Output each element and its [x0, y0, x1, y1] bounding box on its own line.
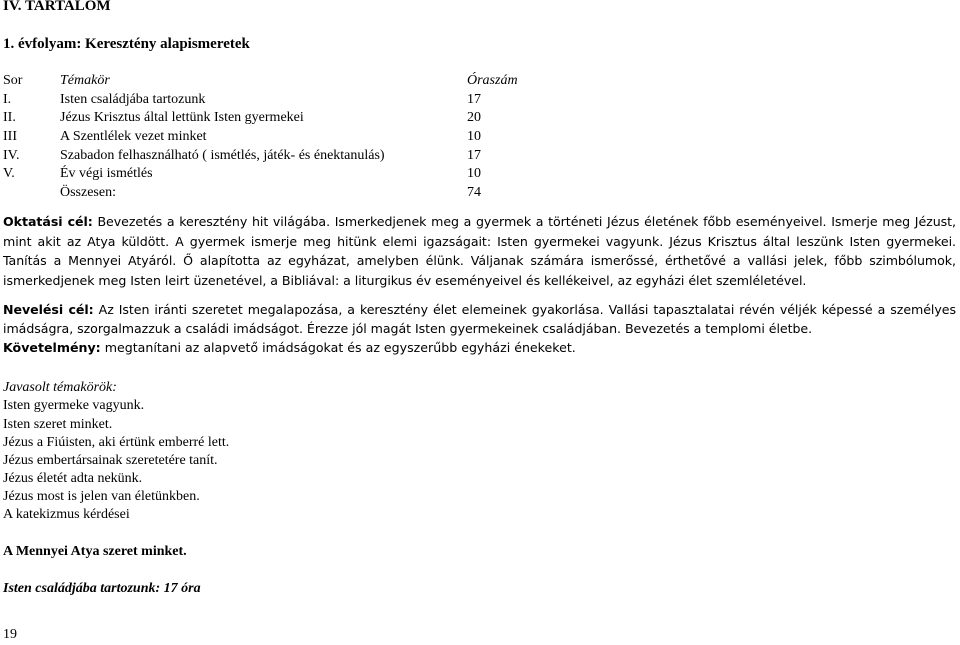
table-cell-oraszam: 17	[467, 148, 481, 163]
table-cell-sor: IV.	[3, 148, 20, 163]
table-cell-temakor: Szabadon felhasználható ( ismétlés, játék- és énektanulás)	[60, 148, 385, 163]
nevelesi-cel-paragraph	[3, 300, 956, 338]
table-cell-temakor: A Szentlélek vezet minket	[60, 129, 207, 144]
list-item: Jézus életét adta nekünk.	[3, 471, 143, 486]
table-total-label: Összesen:	[60, 185, 116, 200]
nevelesi-cel-text: Az Isten iránti szeretet megalapozása, a keresztény élet elemeinek gyakorlása. Vallási tapasztalatai révén véljék képessé a személyes imádságra, szorgalmazzuk a családi imádságot. Érezze jól magát Isten gyermekeinek családjában. Bevezetés a templomi életbe.	[3, 302, 956, 337]
table-header-temakor: Témakör	[60, 73, 110, 88]
kovetelmeny-paragraph	[3, 340, 576, 355]
mennyei-atya-heading: A Mennyei Atya szeret minket.	[3, 544, 187, 559]
oktatasi-cel-label: Oktatási cél:	[3, 214, 93, 229]
table-cell-temakor: Jézus Krisztus által lettünk Isten gyermekei	[60, 110, 304, 125]
kovetelmeny-text: megtanítani az alapvető imádságokat és az egyszerűbb egyházi énekeket.	[100, 340, 576, 355]
table-cell-oraszam: 10	[467, 129, 481, 144]
table-cell-sor: V.	[3, 166, 15, 181]
table-cell-oraszam: 20	[467, 110, 481, 125]
table-header-sor: Sor	[3, 73, 23, 88]
table-cell-temakor: Év végi ismétlés	[60, 166, 153, 181]
table-cell-sor: II.	[3, 110, 16, 125]
list-item: A katekizmus kérdései	[3, 507, 130, 522]
nevelesi-cel-label: Nevelési cél:	[3, 302, 94, 317]
list-item: Jézus most is jelen van életünkben.	[3, 489, 200, 504]
table-header-oraszam: Óraszám	[467, 73, 518, 88]
table-cell-oraszam: 17	[467, 92, 481, 107]
oktatasi-cel-text: Bevezetés a keresztény hit világába. Ismerkedjenek meg a gyermek a történeti Jézus életének főbb eseményeivel. Ismerje meg Jézust, mint akit az Atya küldött. A gyermek ismerje meg hitünk elemi igazságait: Isten gyermekei vagyunk. Jézus Krisztus által leszünk Isten gyermekei. Tanítás a Mennyei Atyáról. Ő alapította az egyházat, amelyben élünk. Váljanak számára ismerőssé, érthetővé a vallási jelek, főbb szimbólumok, ismerkedjenek meg Isten leirt üzenetével, a Bibliával: a liturgikus év eseményeivel és kellékeivel, az egyházi élet szemléletével.	[3, 214, 956, 288]
isten-csaladjaba-heading: Isten családjába tartozunk: 17 óra	[3, 581, 201, 596]
javasolt-title: Javasolt témakörök:	[3, 380, 117, 395]
kovetelmeny-label: Követelmény:	[3, 340, 101, 355]
table-cell-sor: III	[3, 129, 17, 144]
oktatasi-cel-paragraph	[3, 212, 956, 290]
list-item: Jézus embertársainak szeretetére tanít.	[3, 453, 218, 468]
page-number: 19	[3, 627, 17, 642]
list-item: Isten gyermeke vagyunk.	[3, 398, 145, 413]
section-subheading: 1. évfolyam: Keresztény alapismeretek	[3, 36, 250, 52]
table-cell-oraszam: 10	[467, 166, 481, 181]
list-item: Jézus a Fiúisten, aki értünk emberré lett.	[3, 435, 230, 450]
table-total-value: 74	[467, 185, 481, 200]
list-item: Isten szeret minket.	[3, 417, 113, 432]
table-cell-sor: I.	[3, 92, 12, 107]
table-cell-temakor: Isten családjába tartozunk	[60, 92, 206, 107]
page-heading: IV. TARTALOM	[3, 0, 111, 14]
